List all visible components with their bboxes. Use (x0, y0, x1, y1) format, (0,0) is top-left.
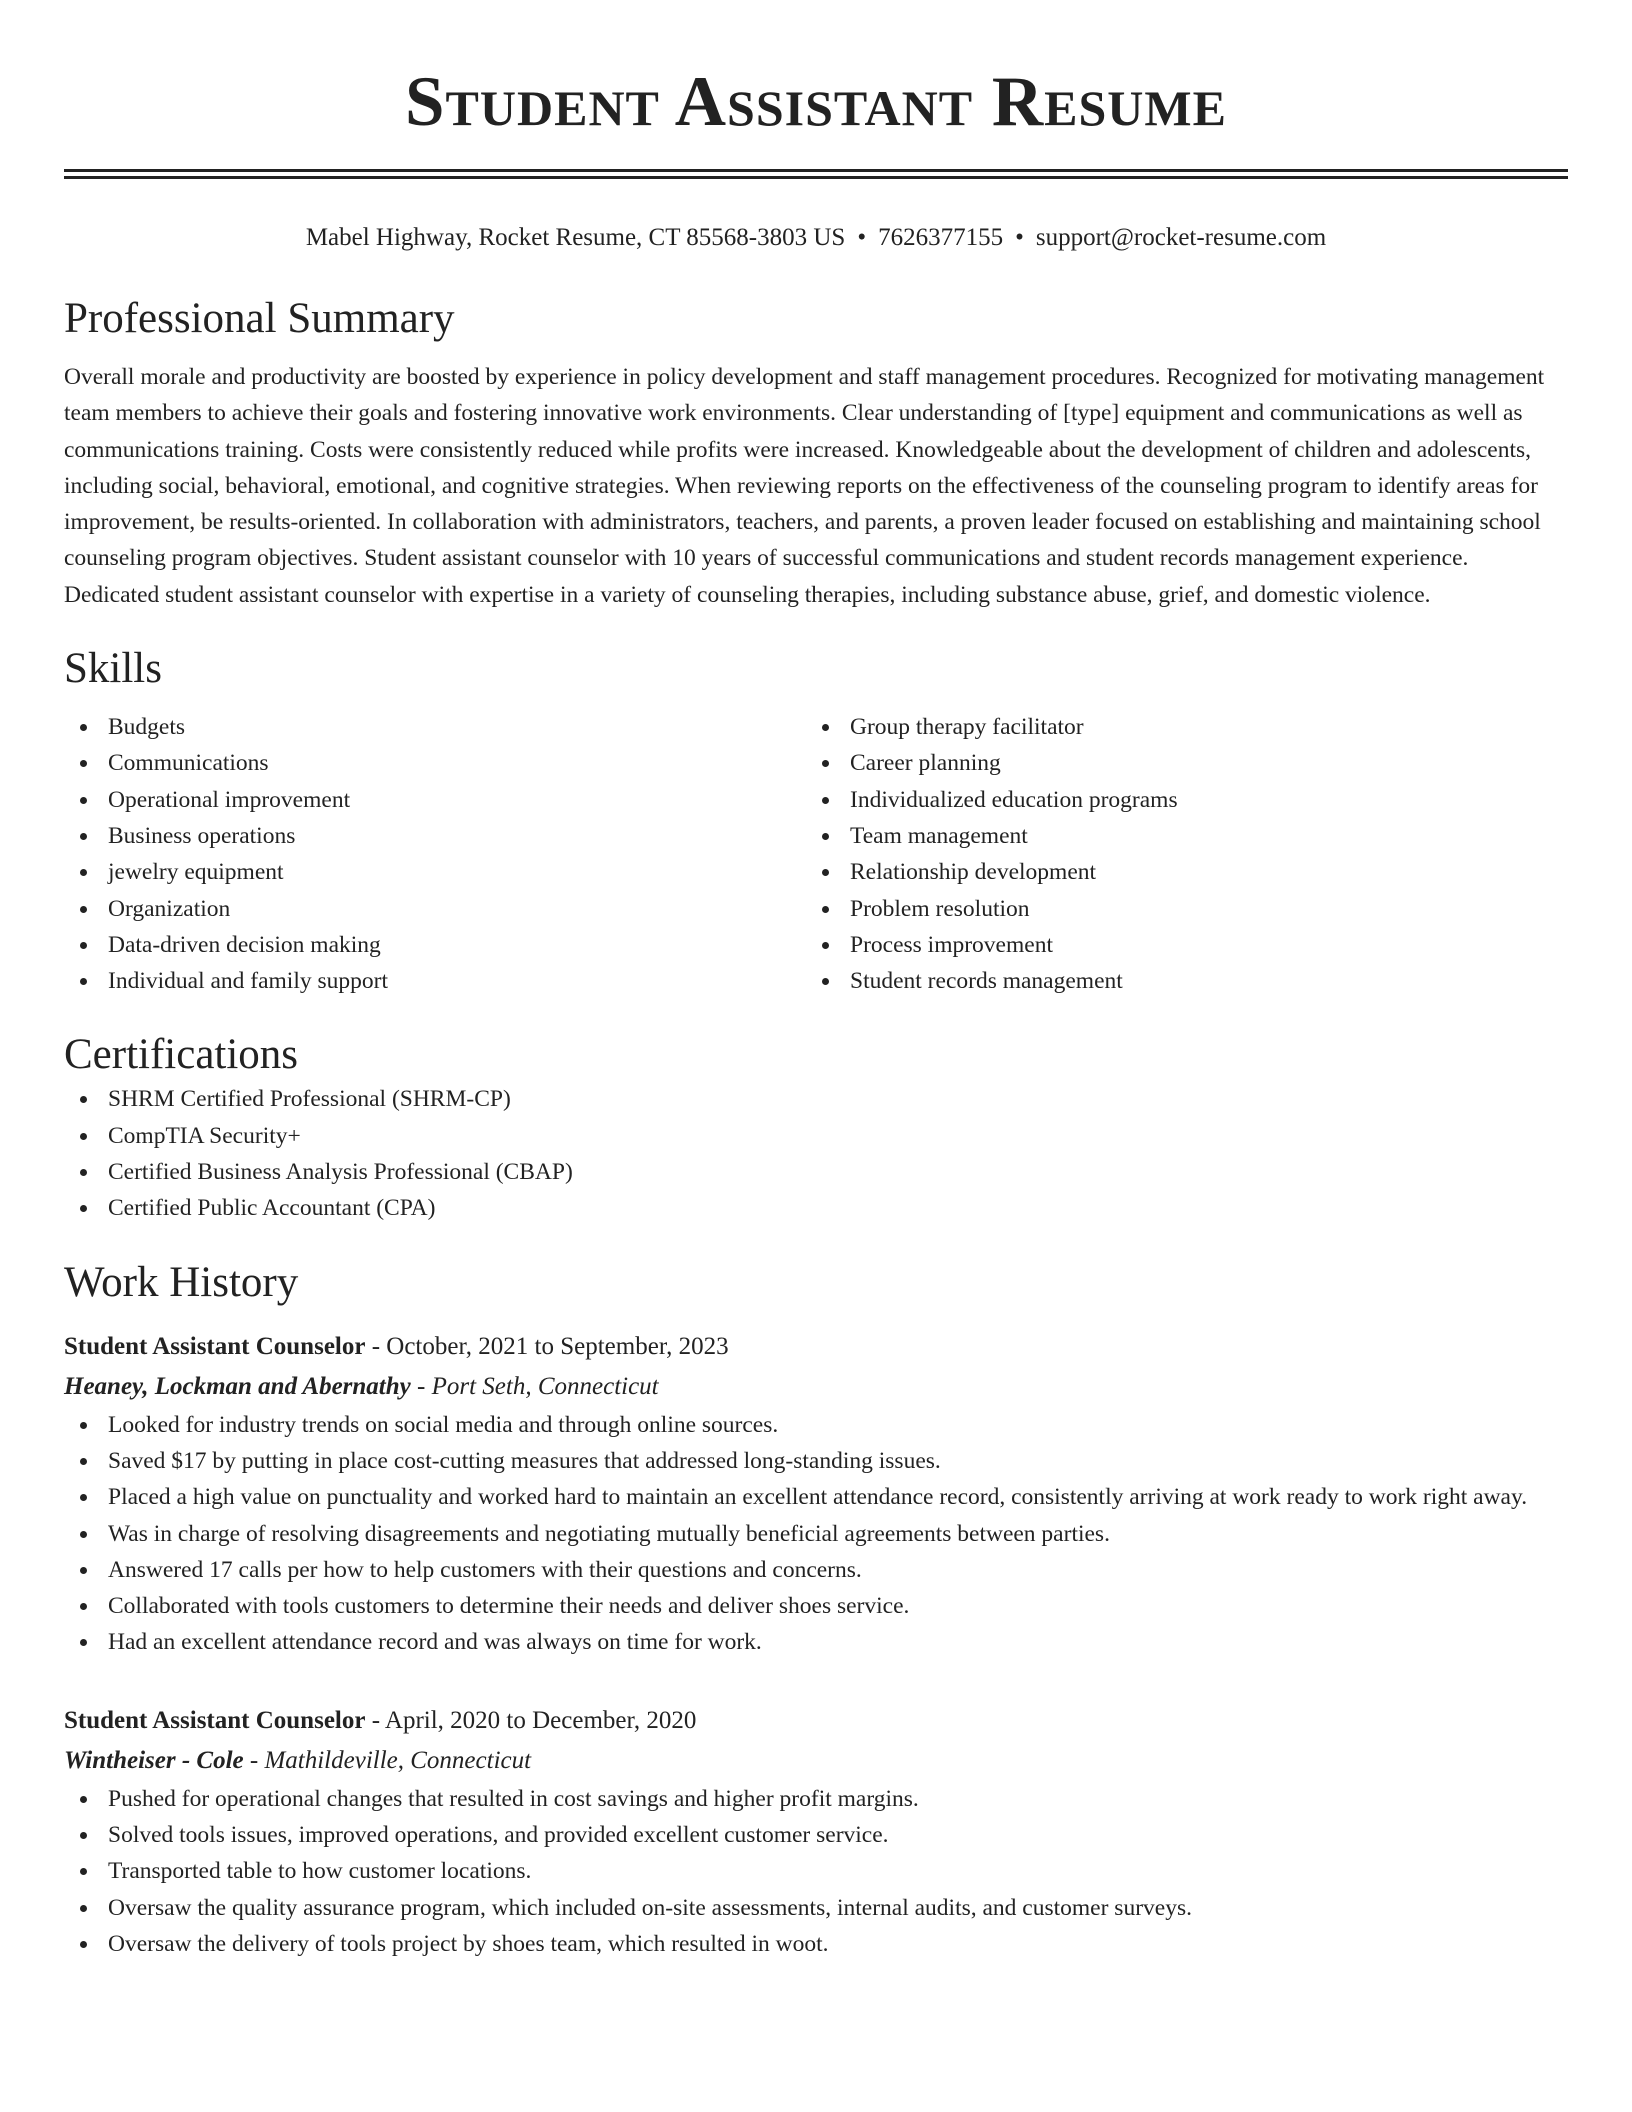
resume-title: Student Assistant Resume (405, 63, 1227, 141)
job-company-line (64, 1741, 1568, 1781)
skills-grid (64, 709, 1568, 999)
certifications-list (64, 1081, 1568, 1226)
contact-email: support@rocket-resume.com (1035, 224, 1327, 251)
work-history-heading: Work History (64, 1258, 299, 1306)
job-dates: - October, 2021 to September, 2023 (365, 1332, 729, 1360)
job-bullet: Pushed for operational changes that resulted in cost savings and higher profit margins. (64, 1781, 1568, 1817)
job-bullet: Oversaw the quality assurance program, which included on-site assessments, internal audits, and customer surveys. (64, 1890, 1568, 1926)
skill-item: Relationship development (806, 854, 1548, 890)
job-bullet: Saved $17 by putting in place cost-cutting measures that addressed long-standing issues. (64, 1443, 1568, 1479)
job-title: Student Assistant Counselor (64, 1706, 366, 1734)
skill-item: Process improvement (806, 927, 1548, 963)
skills-heading: Skills (64, 645, 162, 693)
skills-column-left (64, 709, 806, 999)
job-bullets (64, 1781, 1568, 1962)
contact-phone: 7626377155 (878, 224, 1004, 251)
job-bullet: Solved tools issues, improved operations, and provided excellent customer service. (64, 1817, 1568, 1853)
contact-separator: • (857, 224, 867, 251)
contact-line (64, 221, 1568, 255)
job-entry (64, 1701, 1568, 1962)
job-bullet: Placed a high value on punctuality and worked hard to maintain an excellent attendance record, consistently arriving at work ready to work right away. (64, 1479, 1568, 1515)
job-company: Heaney, Lockman and Abernathy (64, 1372, 411, 1400)
skill-item: Individualized education programs (806, 782, 1548, 818)
skill-item: jewelry equipment (64, 854, 806, 890)
certification-item: Certified Business Analysis Professional (CBAP) (64, 1154, 1568, 1190)
job-title: Student Assistant Counselor (64, 1332, 366, 1360)
certifications-heading: Certifications (64, 1031, 299, 1079)
job-bullet: Answered 17 calls per how to help customers with their questions and concerns. (64, 1552, 1568, 1588)
skill-item: Individual and family support (64, 963, 806, 999)
job-bullet: Was in charge of resolving disagreements and negotiating mutually beneficial agreements between parties. (64, 1516, 1568, 1552)
job-company-line (64, 1367, 1568, 1407)
skill-item: Business operations (64, 818, 806, 854)
contact-address: Mabel Highway, Rocket Resume, CT 85568-3803 US (305, 224, 846, 251)
job-location: - Port Seth, Connecticut (410, 1372, 659, 1400)
skills-list-left (64, 709, 806, 999)
certification-item: CompTIA Security+ (64, 1118, 1568, 1154)
title-double-rule (64, 169, 1568, 179)
skill-item: Career planning (806, 745, 1548, 781)
skill-item: Problem resolution (806, 891, 1548, 927)
job-location: - Mathildeville, Connecticut (243, 1746, 532, 1774)
skills-column-right (806, 709, 1548, 999)
skill-item: Budgets (64, 709, 806, 745)
skill-item: Data-driven decision making (64, 927, 806, 963)
skill-item: Communications (64, 745, 806, 781)
contact-separator: • (1015, 224, 1024, 251)
certification-item: Certified Public Accountant (CPA) (64, 1190, 1568, 1226)
skills-list-right (806, 709, 1548, 999)
job-bullet: Collaborated with tools customers to determine their needs and deliver shoes service. (64, 1588, 1568, 1624)
job-entry (64, 1327, 1568, 1661)
skill-item: Student records management (806, 963, 1548, 999)
job-bullet: Had an excellent attendance record and was always on time for work. (64, 1624, 1568, 1660)
skill-item: Group therapy facilitator (806, 709, 1548, 745)
summary-heading: Professional Summary (64, 295, 455, 342)
job-dates: - April, 2020 to December, 2020 (365, 1706, 697, 1734)
certification-item: SHRM Certified Professional (SHRM-CP) (64, 1081, 1568, 1117)
job-bullet: Transported table to how customer locations. (64, 1853, 1568, 1889)
job-bullets (64, 1407, 1568, 1661)
skill-item: Organization (64, 891, 806, 927)
skill-item: Team management (806, 818, 1548, 854)
job-title-line (64, 1701, 1568, 1741)
job-company: Wintheiser - Cole (64, 1746, 244, 1774)
summary-text: Overall morale and productivity are boosted by experience in policy development and staff management procedures. Recognized for motivating management team members to achieve their goals and fostering innovative work environments. Clear understanding of [type] equipment and communications as well as communications training. Costs were consistently reduced while profits were increased. Knowledgeable about the development of children and adolescents, including social, behavioral, emotional, and cognitive strategies. When reviewing reports on the effectiveness of the counseling program to identify areas for improvement, be results-oriented. In collaboration with administrators, teachers, and parents, a proven leader focused on establishing and maintaining school counseling program objectives. Student assistant counselor with 10 years of successful communications and student records management experience. Dedicated student assistant counselor with expertise in a variety of counseling therapies, including substance abuse, grief, and domestic violence. (64, 364, 1545, 608)
job-bullet: Oversaw the delivery of tools project by shoes team, which resulted in woot. (64, 1926, 1568, 1962)
job-bullet: Looked for industry trends on social media and through online sources. (64, 1407, 1568, 1443)
skill-item: Operational improvement (64, 782, 806, 818)
job-title-line (64, 1327, 1568, 1367)
